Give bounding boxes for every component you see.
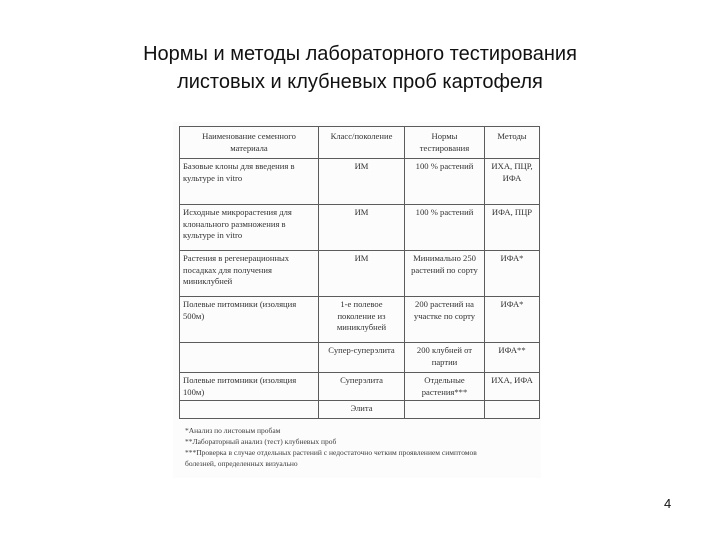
cell-material: Полевые питомники (изоляция 500м) — [180, 297, 319, 343]
table-row — [180, 251, 540, 297]
slide-title — [0, 40, 720, 96]
cell-class: Элита — [319, 401, 405, 419]
cell-material — [180, 343, 319, 373]
cell-method: ИФА** — [485, 343, 540, 373]
table-row — [180, 373, 540, 401]
cell-class: Суперэлита — [319, 373, 405, 401]
cell-norm: Отдельные растения*** — [405, 373, 485, 401]
slide-title-line-2: листовых и клубневых проб картофеля — [177, 71, 543, 93]
footnote: болезней, определенных визуально — [185, 459, 298, 468]
cell-norm: 200 растений на участке по сорту — [405, 297, 485, 343]
cell-material: Полевые питомники (изоляция 100м) — [180, 373, 319, 401]
cell-material: Растения в регенерационных посадках для получения миниклубней — [180, 251, 319, 297]
footnote: *Анализ по листовым пробам — [185, 426, 281, 435]
cell-material: Исходные микрорастения для клонального размножения в культуре in vitro — [180, 205, 319, 251]
cell-method: ИХА, ИФА — [485, 373, 540, 401]
cell-class: Супер-суперэлита — [319, 343, 405, 373]
cell-method: ИХА, ПЦР, ИФА — [485, 159, 540, 205]
cell-method: ИФА, ПЦР — [485, 205, 540, 251]
cell-method: ИФА* — [485, 251, 540, 297]
cell-class: ИМ — [319, 159, 405, 205]
header-class: Класс/поколение — [319, 127, 405, 159]
table-row — [180, 401, 540, 419]
cell-class: ИМ — [319, 251, 405, 297]
page-number: 4 — [664, 496, 672, 511]
cell-method — [485, 401, 540, 419]
table-row — [180, 205, 540, 251]
header-material: Наименование семенного материала — [180, 127, 319, 159]
table-row — [180, 297, 540, 343]
table-footnotes — [185, 425, 541, 469]
header-methods: Методы — [485, 127, 540, 159]
cell-norm: 200 клубней от партии — [405, 343, 485, 373]
cell-norm — [405, 401, 485, 419]
cell-class: 1-е полевое поколение из миниклубней — [319, 297, 405, 343]
cell-method: ИФА* — [485, 297, 540, 343]
slide-title-line-1: Нормы и методы лабораторного тестирования — [143, 43, 577, 65]
cell-class: ИМ — [319, 205, 405, 251]
norms-table — [179, 126, 540, 419]
table-row — [180, 343, 540, 373]
cell-material: Базовые клоны для введения в культуре in vitro — [180, 159, 319, 205]
footnote: ***Проверка в случае отдельных растений с недостаточно четким проявлением симптомов — [185, 448, 477, 457]
table-header-row — [180, 127, 540, 159]
cell-norm: Минимально 250 растений по сорту — [405, 251, 485, 297]
scanned-table-image — [173, 122, 541, 478]
footnote: **Лабораторный анализ (тест) клубневых проб — [185, 437, 337, 446]
header-norms: Нормы тестирования — [405, 127, 485, 159]
cell-material — [180, 401, 319, 419]
table-row — [180, 159, 540, 205]
cell-norm: 100 % растений — [405, 159, 485, 205]
cell-norm: 100 % растений — [405, 205, 485, 251]
